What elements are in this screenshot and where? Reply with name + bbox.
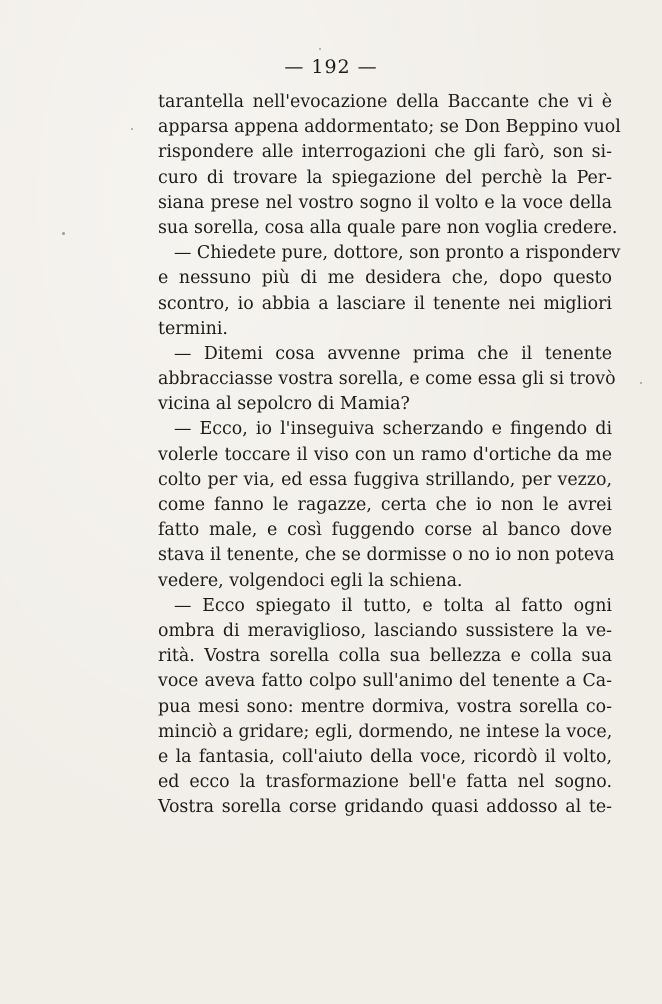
text-line: voce aveva fatto colpo sull'animo del tenente a Ca- <box>158 671 612 692</box>
text-line: — Ditemi cosa avvenne prima che il tenente <box>174 343 612 364</box>
text-line: curo di trovare la spiegazione del perchè la Per- <box>158 167 612 188</box>
text-line: ombra di meraviglioso, lasciando sussistere la ve- <box>158 620 612 641</box>
body-text <box>158 90 621 820</box>
text-line: apparsa appena addormentato; se Don Beppino vuol <box>158 117 621 138</box>
text-line: e la fantasia, coll'aiuto della voce, ricordò il volto, <box>158 746 612 767</box>
paper-speck <box>640 382 642 384</box>
text-line: volerle toccare il viso con un ramo d'ortiche da me <box>158 444 612 465</box>
text-line: sua sorella, cosa alla quale pare non voglia credere. <box>158 217 618 238</box>
text-line: vicina al sepolcro di Mamia? <box>158 394 410 415</box>
text-line: — Ecco, io l'inseguiva scherzando e fingendo di <box>174 419 612 440</box>
text-line: — Ecco spiegato il tutto, e tolta al fatto ogni <box>174 595 612 616</box>
text-line: e nessuno più di me desidera che, dopo questo <box>158 268 612 289</box>
paper-speck <box>62 232 65 235</box>
text-line: rispondere alle interrogazioni che gli farò, son si- <box>158 142 612 163</box>
text-line: minciò a gridare; egli, dormendo, ne intese la voce, <box>158 721 613 742</box>
text-line: colto per via, ed essa fuggiva strillando, per vezzo, <box>158 469 612 490</box>
text-line: come fanno le ragazze, certa che io non le avrei <box>158 495 612 515</box>
text-line: siana prese nel vostro sogno il volto e la voce della <box>158 192 612 213</box>
text-line: abbracciasse vostra sorella, e come essa gli si trovò <box>158 369 616 390</box>
text-line: ed ecco la trasformazione bell'e fatta nel sogno. <box>158 772 612 793</box>
paper-speck <box>131 128 133 130</box>
text-line: rità. Vostra sorella colla sua bellezza e colla sua <box>158 646 612 667</box>
text-line: tarantella nell'evocazione della Baccante che vi è <box>158 92 612 112</box>
text-line: pua mesi sono: mentre dormiva, vostra sorella co- <box>158 696 612 717</box>
paper-speck <box>319 48 321 50</box>
text-line: scontro, io abbia a lasciare il tenente nei migliori <box>158 293 612 314</box>
text-line: termini. <box>158 318 228 339</box>
text-line: Vostra sorella corse gridando quasi addosso al te- <box>158 797 612 818</box>
text-line: fatto male, e così fuggendo corse al banco dove <box>158 520 612 541</box>
text-line: stava il tenente, che se dormisse o no io non poteva <box>158 545 615 566</box>
text-line: vedere, volgendoci egli la schiena. <box>158 570 463 591</box>
text-line: — Chiedete pure, dottore, son pronto a risponderv <box>174 243 621 264</box>
page-number: — 192 — <box>284 56 378 78</box>
